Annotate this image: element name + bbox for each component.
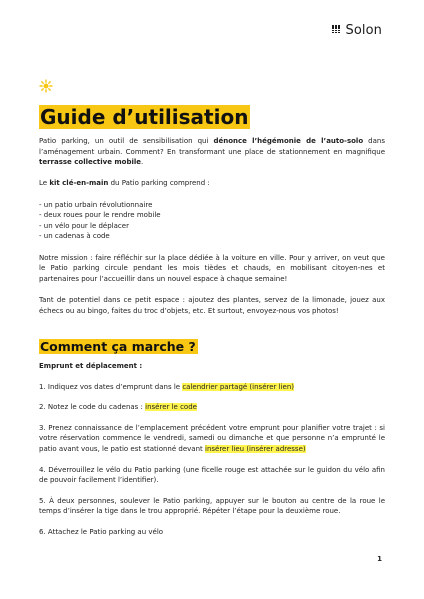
list-item: - un cadenas à code [39, 232, 110, 241]
intro-paragraph: Patio parking, un outil de sensibilisation qui dénonce l’hégémonie de l’auto-solo dans l’aménagement urbain. Comment? En transformant une place de stationnement en magnifique terrasse collective mobile. [39, 137, 385, 167]
calendar-placeholder: calendrier partagé (insérer lien) [182, 382, 294, 391]
step-5: 5. À deux personnes, soulever le Patio parking, appuyer sur le bouton au centre de la roue le temps d’insérer la tige dans le trou approprié. Répéter l’étape pour la deuxième roue. [39, 496, 385, 516]
kit-list [39, 200, 385, 242]
page-title-block [39, 103, 250, 131]
intro-content [39, 136, 385, 316]
code-placeholder: insérer le code [145, 403, 197, 412]
page-title: Guide d’utilisation [40, 105, 249, 129]
step-6: 6. Attachez le Patio parking au vélo [39, 527, 164, 536]
list-item: - un vélo pour le déplacer [39, 221, 129, 230]
steps-content [39, 361, 385, 538]
list-item: - deux roues pour le rendre mobile [39, 211, 161, 220]
brand [331, 23, 382, 38]
page-number: 1 [377, 555, 382, 563]
potential-paragraph: Tant de potentiel dans ce petit espace : ajoutez des plantes, servez de la limonade, jouez aux échecs ou au bingo, faites du troc d’objets, etc. Et surtout, envoyez-nous vos photos! [39, 295, 385, 315]
kit-paragraph: Le kit clé-en-main du Patio parking comprend : [39, 179, 210, 188]
sun-icon [39, 79, 53, 93]
list-item: - un patio urbain révolutionnaire [39, 200, 153, 209]
step-4: 4. Déverrouillez le vélo du Patio parking (une ficelle rouge est attachée sur le guidon du vélo afin de pouvoir facilement l’identifier). [39, 465, 385, 485]
location-placeholder: insérer lieu (insérer adresse) [205, 444, 306, 453]
mission-paragraph: Notre mission : faire réfléchir sur la place dédiée à la voiture en ville. Pour y arriver, on veut que le Patio parking circule pendant les mois tièdes et chauds, en mobilisant citoyen-nes et partenaires pour l’accueillir dans un nouvel espace à chaque semaine! [39, 253, 385, 283]
step-3: 3. Prenez connaissance de l’emplacement précédent votre emprunt pour planifier votre trajet : si votre réservation commence le vendredi, samedi ou dimanche et que personne n’a emprunté le patio avant vous, le patio est stationné devant insérer lieu (insérer adresse) [39, 423, 385, 453]
brand-name: Solon [345, 23, 382, 38]
grid-logo-icon [331, 25, 340, 36]
section-subheading: Emprunt et déplacement : [39, 362, 143, 370]
section-heading: Comment ça marche ? [40, 339, 196, 354]
step-2: 2. Notez le code du cadenas : insérer le code [39, 403, 197, 412]
step-1: 1. Indiquez vos dates d’emprunt dans le calendrier partagé (insérer lien) [39, 382, 294, 391]
section-heading-block [39, 338, 198, 355]
